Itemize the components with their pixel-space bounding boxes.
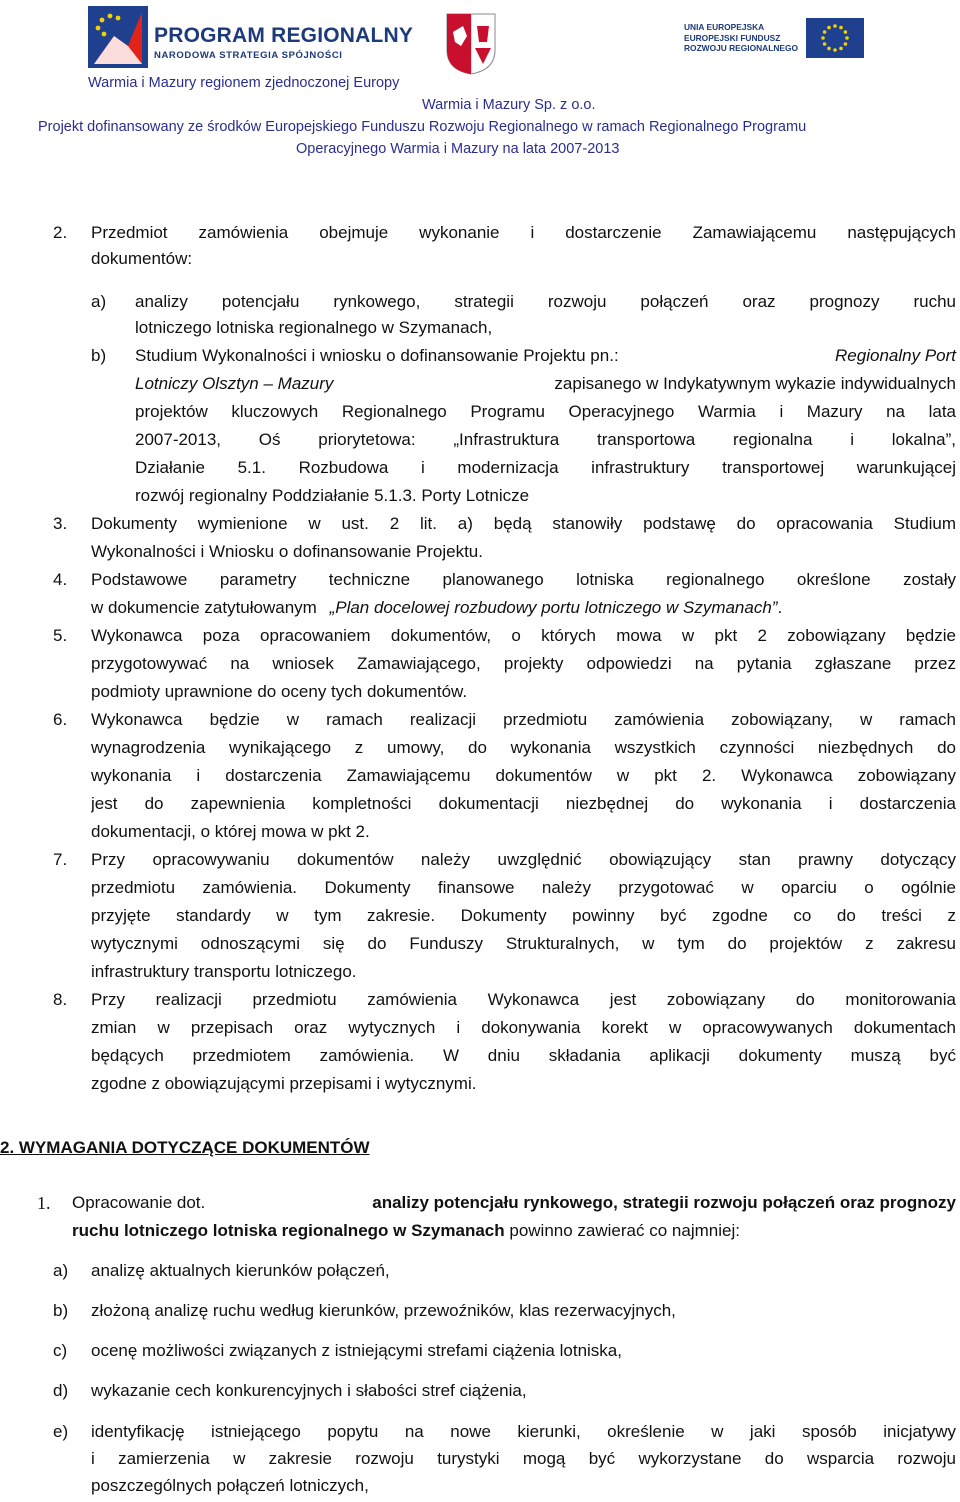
list-e-label: e): [53, 1422, 69, 1441]
item-2b-line-6: rozwój regionalny Poddziałanie 5.1.3. Porty Lotnicze: [135, 486, 530, 505]
item-8-line-2: zmian w przepisach oraz wytycznych i dokonywania korekt w opracowywanych dokumentach: [91, 1018, 956, 1037]
item-8-line-4: zgodne z obowiązującymi przepisami i wytycznymi.: [91, 1074, 477, 1093]
item-2a-label: a): [91, 292, 107, 311]
item-8-number: 8.: [53, 990, 68, 1009]
section-2-item-1-line-1: Opracowanie dot. analizy potencjału rynkowego, strategii rozwoju połączeń oraz prognozy: [72, 1193, 956, 1212]
list-c-label: c): [53, 1341, 68, 1360]
header-line-3: Projekt dofinansowany ze środków Europejskiego Funduszu Rozwoju Regionalnego w ramach Regionalnego Programu: [38, 119, 807, 135]
list-d-label: d): [53, 1381, 69, 1400]
item-3-line-2: Wykonalności i Wniosku o dofinansowanie Projektu.: [91, 542, 483, 561]
warmia-mazury-crest-icon: [445, 12, 497, 76]
item-4-line-1: Podstawowe parametry techniczne planowanego lotniska regionalnego określone zostały: [91, 570, 956, 589]
section-2-item-1-line-2: ruchu lotniczego lotniska regionalnego w Szymanach powinno zawierać co najmniej:: [72, 1221, 740, 1240]
item-3-line-1: Dokumenty wymienione w ust. 2 lit. a) będą stanowiły podstawę do opracowania Studium: [91, 514, 956, 533]
item-7-line-3: przyjęte standardy w tym zakresie. Dokumenty powinny być zgodne co do treści z: [91, 906, 956, 925]
section-2-item-1-number: 1.: [37, 1193, 51, 1213]
item-6-line-3: wykonania i dostarczenia Zamawiającemu dokumentów w pkt 2. Wykonawca zobowiązany: [91, 766, 956, 785]
item-2b-line-1: Studium Wykonalności i wniosku o dofinansowanie Projektu pn.: Regionalny Port: [135, 346, 956, 365]
program-subtitle: NARODOWA STRATEGIA SPÓJNOŚCI: [154, 50, 343, 61]
item-2b-line-4: 2007-2013, Oś priorytetowa: „Infrastruktura transportowa regionalna i lokalna”,: [135, 430, 956, 449]
item-6-line-1: Wykonawca będzie w ramach realizacji przedmiotu zamówienia zobowiązany, w ramach: [91, 710, 956, 729]
item-8-line-1: Przy realizacji przedmiotu zamówienia Wykonawca jest zobowiązany do monitorowania: [91, 990, 956, 1009]
item-7-line-4: wytycznymi odnoszącymi się do Funduszy Strukturalnych, w tym do projektów z zakresu: [91, 934, 956, 953]
item-2a-line-2: lotniczego lotniska regionalnego w Szymanach,: [135, 318, 493, 337]
item-2b-label: b): [91, 346, 107, 365]
item-5-number: 5.: [53, 626, 68, 645]
item-7-line-1: Przy opracowywaniu dokumentów należy uwzględnić obowiązujący stan prawny dotyczący: [91, 850, 956, 869]
list-c-text: ocenę możliwości związanych z istniejącymi strefami ciążenia lotniska,: [91, 1341, 622, 1360]
item-2-number: 2.: [53, 223, 68, 242]
item-7-line-5: infrastruktury transportu lotniczego.: [91, 962, 357, 981]
header-line-1: Warmia i Mazury regionem zjednoczonej Europy: [88, 75, 400, 91]
item-7-line-2: przedmiotu zamówienia. Dokumenty finansowe należy przygotować w oparciu o ogólnie: [91, 878, 956, 897]
eu-text: UNIA EUROPEJSKA EUROPEJSKI FUNDUSZ ROZWOJU REGIONALNEGO: [684, 22, 798, 53]
item-2-line-1: Przedmiot zamówienia obejmuje wykonanie i dostarczenie Zamawiającemu następujących: [91, 223, 956, 242]
list-b-text: złożoną analizę ruchu według kierunków, przewoźników, klas rezerwacyjnych,: [91, 1301, 676, 1320]
page-header: [0, 0, 960, 170]
item-5-line-3: podmioty uprawnione do oceny tych dokumentów.: [91, 682, 468, 701]
program-regionalny-logo: [88, 6, 414, 72]
item-6-number: 6.: [53, 710, 68, 729]
item-5-line-2: przygotowywać na wniosek Zamawiającego, projekty odpowiedzi na pytania zgłaszane przez: [91, 654, 956, 673]
section-2-heading: 2. WYMAGANIA DOTYCZĄCE DOKUMENTÓW: [0, 1138, 370, 1157]
item-4-line-2: w dokumencie zatytułowanym „Plan docelowej rozbudowy portu lotniczego w Szymanach”.: [91, 598, 783, 617]
list-b-label: b): [53, 1301, 69, 1320]
item-2a-line-1: analizy potencjału rynkowego, strategii rozwoju połączeń oraz prognozy ruchu: [135, 292, 956, 311]
item-2b-line-3: projektów kluczowych Regionalnego Programu Operacyjnego Warmia i Mazury na lata: [135, 402, 956, 421]
list-a-label: a): [53, 1261, 69, 1280]
list-d-text: wykazanie cech konkurencyjnych i słabości stref ciążenia,: [91, 1381, 527, 1400]
list-e-line-3: poszczególnych połączeń lotniczych,: [91, 1476, 369, 1495]
item-5-line-1: Wykonawca poza opracowaniem dokumentów, o których mowa w pkt 2 zobowiązany będzie: [91, 626, 956, 645]
plan-title: „Plan docelowej rozbudowy portu lotniczego w Szymanach”: [329, 598, 778, 617]
program-title: PROGRAM REGIONALNY: [154, 24, 414, 47]
header-line-4: Operacyjnego Warmia i Mazury na lata 2007-2013: [296, 141, 620, 157]
item-3-number: 3.: [53, 514, 68, 533]
item-6-line-2: wynagrodzenia wynikającego z umowy, do wykonania wszystkich czynności niezbędnych do: [91, 738, 956, 757]
program-regionalny-mark-icon: [88, 6, 148, 68]
eu-flag-icon: [806, 18, 864, 58]
list-a-text: analizę aktualnych kierunków połączeń,: [91, 1261, 390, 1280]
item-2-line-2: dokumentów:: [91, 249, 193, 268]
header-line-2: Warmia i Mazury Sp. z o.o.: [422, 97, 596, 113]
item-4-number: 4.: [53, 570, 68, 589]
list-e-line-2: i zamierzenia w zakresie rozwoju turystyki mogą być wykorzystane do wsparcia rozwoju: [91, 1449, 956, 1468]
item-8-line-3: będących przedmiotem zamówienia. W dniu składania aplikacji dokumenty muszą być: [91, 1046, 956, 1065]
eu-logo: [684, 18, 864, 62]
item-2b-line-2: Lotniczy Olsztyn – Mazury zapisanego w Indykatywnym wykazie indywidualnych: [135, 374, 956, 393]
item-6-line-5: dokumentacji, o której mowa w pkt 2.: [91, 822, 370, 841]
item-7-number: 7.: [53, 850, 68, 869]
item-6-line-4: jest do zapewnienia kompletności dokumentacji niezbędnej do wykonania i dostarczenia: [91, 794, 956, 813]
list-e-line-1: identyfikację istniejącego popytu na nowe kierunki, określenie w jaki sposób inicjatywy: [91, 1422, 956, 1441]
item-2b-line-5: Działanie 5.1. Rozbudowa i modernizacja infrastruktury transportowej warunkującej: [135, 458, 956, 477]
